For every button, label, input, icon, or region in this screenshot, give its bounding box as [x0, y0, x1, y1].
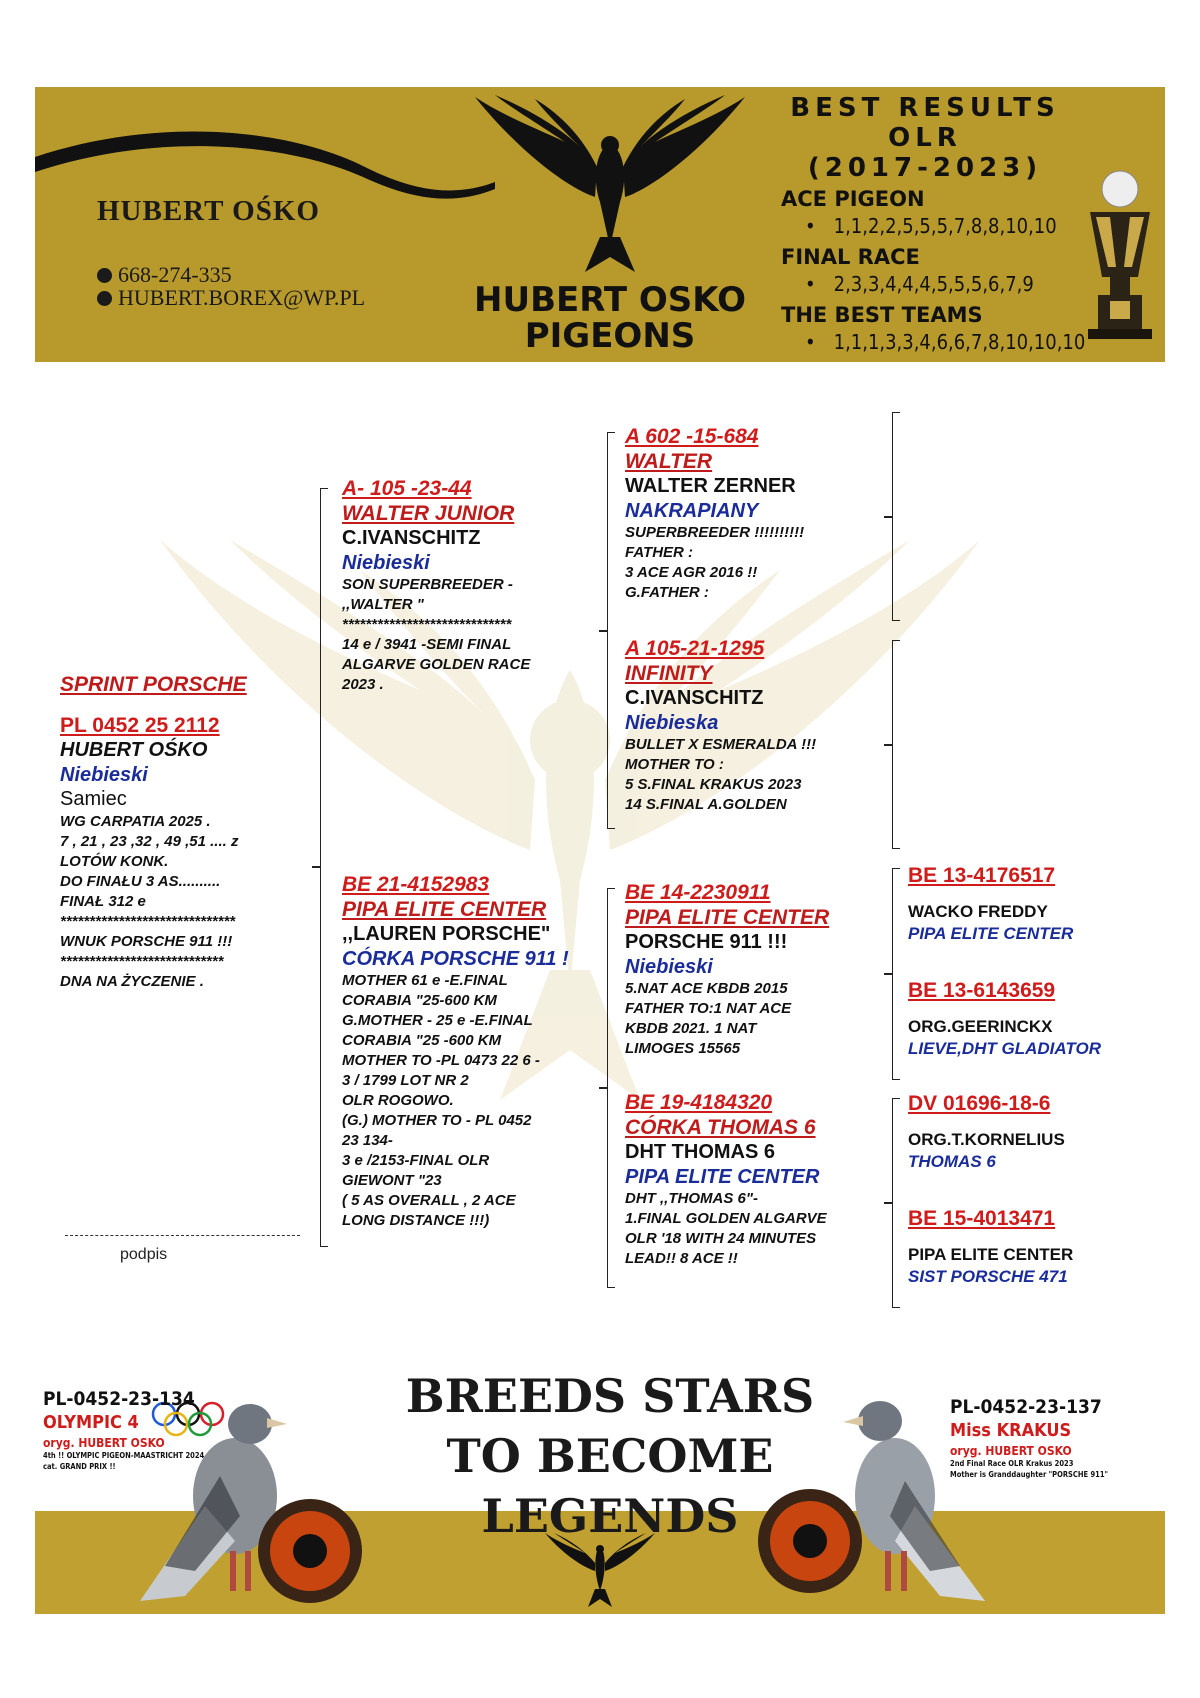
father-block [342, 476, 602, 695]
mm-ring: BE 19-4184320 [625, 1091, 773, 1114]
gg-block-3 [908, 1091, 1158, 1173]
gg-block-1 [908, 863, 1158, 945]
phone-text: 668-274-335 [118, 262, 232, 287]
trophy-icon [1080, 167, 1160, 342]
gg1-ring: BE 13-4176517 [908, 864, 1056, 887]
ff-color: NAKRAPIANY [625, 500, 759, 522]
ace-label: ACE PIGEON [781, 187, 925, 211]
teams-label: THE BEST TEAMS [781, 303, 983, 327]
mm-notes: DHT ,,THOMAS 6"- 1.FINAL GOLDEN ALGARVE OLR '18 WITH 24 MINUTES LEAD!! 8 ACE !! [625, 1190, 827, 1267]
logo-title [445, 282, 775, 354]
mf-notes: 5.NAT ACE KBDB 2015 FATHER TO:1 NAT ACE KBDB 2021. 1 NAT LIMOGES 15565 [625, 980, 792, 1057]
gg4-line1: PIPA ELITE CENTER [908, 1245, 1074, 1264]
gg-block-2 [908, 978, 1178, 1060]
father-name: WALTER JUNIOR [342, 502, 515, 525]
bracket-mm [892, 1098, 900, 1308]
father-color: Niebieski [342, 552, 430, 574]
results-years: (2017-2023) [807, 153, 1043, 183]
footer-banner [35, 1366, 1165, 1614]
mf-color: Niebieski [625, 956, 713, 978]
owner-name: HUBERT OŚKO [97, 195, 320, 227]
mother-notes: MOTHER 61 e -E.FINAL CORABIA "25-600 KM G.MOTHER - 25 e -E.FINAL CORABIA "25 -600 KM MOTHER TO -PL 0473 22 6 - 3 / 1799 LOT NR 2 OLR ROGOWO. (G.) MOTHER TO - PL 0452 23 134- 3 e /2153-FINAL OLR GIEWONT "23 ( 5 AS OVERALL , 2 ACE LONG DISTANCE !!!) [342, 972, 540, 1229]
gg4-ring: BE 15-4013471 [908, 1207, 1056, 1230]
left-pigeon-note2: cat. GRAND PRIX !! [43, 1462, 116, 1471]
slogan-line2: TO BECOME [446, 1429, 774, 1483]
bracket-mother [607, 888, 615, 1288]
fm-block [625, 636, 885, 815]
gg3-line2: THOMAS 6 [908, 1152, 996, 1171]
mm-block [625, 1090, 890, 1269]
ace-values: • 1,1,2,2,5,5,5,7,8,8,10,10 [805, 211, 1075, 241]
right-pigeon-note1: 2nd Final Race OLR Krakus 2023 [950, 1459, 1074, 1468]
bracket-mf [892, 868, 900, 1080]
subject-title: SPRINT PORSCHE [60, 673, 247, 696]
whatsapp-icon [97, 268, 112, 283]
logo-line2: PIGEONS [524, 316, 696, 356]
gg2-line1: ORG.GEERINCKX [908, 1017, 1053, 1036]
mm-name: CÓRKA THOMAS 6 [625, 1116, 816, 1139]
gg4-line2: SIST PORSCHE 471 [908, 1267, 1068, 1286]
logo-line1: HUBERT OSKO [474, 280, 746, 320]
email-text: HUBERT.BOREX@WP.PL [118, 285, 366, 310]
ff-block [625, 424, 885, 603]
subject-color: Niebieski [60, 764, 148, 786]
mf-block [625, 880, 885, 1059]
mail-icon [97, 291, 112, 306]
gg2-ring: BE 13-6143659 [908, 979, 1056, 1002]
fm-color: Niebieska [625, 712, 719, 734]
mf-name: PIPA ELITE CENTER [625, 906, 830, 929]
father-breeder: C.IVANSCHITZ [342, 527, 481, 549]
results-title: BEST RESULTS OLR [790, 93, 1060, 153]
fm-breeder: C.IVANSCHITZ [625, 687, 764, 709]
tick-subject [312, 866, 321, 868]
mother-breeder: ,,LAUREN PORSCHE" [342, 923, 551, 945]
eagle-logo-icon [455, 87, 765, 287]
right-pigeon-oryg: oryg. HUBERT OSKO [950, 1444, 1072, 1458]
mf-breeder: PORSCHE 911 !!! [625, 931, 788, 953]
mother-ring: BE 21-4152983 [342, 873, 490, 896]
subject-ring: PL 0452 25 2112 [60, 714, 220, 737]
best-results [775, 93, 1086, 357]
fm-notes: BULLET X ESMERALDA !!! MOTHER TO : 5 S.FINAL KRAKUS 2023 14 S.FINAL A.GOLDEN [625, 736, 817, 813]
right-pigeon-name: Miss KRAKUS [950, 1420, 1072, 1441]
signature-line [65, 1235, 300, 1236]
left-pigeon-ring: PL-0452-23-134 [43, 1388, 195, 1410]
bracket-father [607, 432, 615, 829]
bracket-ff [892, 412, 900, 621]
mother-name: PIPA ELITE CENTER [342, 898, 547, 921]
gg3-line1: ORG.T.KORNELIUS [908, 1130, 1065, 1149]
slogan [380, 1366, 840, 1546]
father-ring: A- 105 -23-44 [342, 477, 472, 500]
gg1-line2: PIPA ELITE CENTER [908, 924, 1074, 943]
email-contact [97, 285, 365, 311]
father-notes: SON SUPERBREEDER - ,,WALTER " ***************************** 14 e / 3941 -SEMI FINAL ALGARVE GOLDEN RACE 2023 . [342, 576, 531, 693]
left-pigeon-name: OLYMPIC 4 [43, 1412, 139, 1433]
signature-label: podpis [120, 1246, 168, 1263]
mother-block [342, 872, 607, 1231]
subject-breeder: HUBERT OŚKO [60, 739, 208, 761]
fm-name: INFINITY [625, 662, 713, 685]
teams-values: • 1,1,1,3,3,4,6,6,7,8,10,10,10 [805, 327, 1075, 357]
final-values: • 2,3,3,4,4,4,5,5,5,6,7,9 [805, 269, 1075, 299]
mm-breeder: DHT THOMAS 6 [625, 1141, 775, 1163]
right-pigeon-ring: PL-0452-23-137 [950, 1396, 1102, 1418]
gg1-line1: WACKO FREDDY [908, 902, 1048, 921]
slogan-line3: LEGENDS [481, 1489, 739, 1543]
subject-notes: WG CARPATIA 2025 . 7 , 21 , 23 ,32 , 49 ,51 .... z LOTÓW KONK. DO FINAŁU 3 AS.......... FINAŁ 312 e ****************************** WNUK PORSCHE 911 !!! **************************** DNA NA ŻYCZENIE . [60, 813, 239, 990]
gg3-ring: DV 01696-18-6 [908, 1092, 1051, 1115]
small-eagle-icon [540, 1531, 660, 1611]
slogan-line1: BREEDS STARS [405, 1369, 815, 1423]
left-pigeon-oryg: oryg. HUBERT OSKO [43, 1436, 165, 1450]
gg-block-4 [908, 1206, 1158, 1288]
right-pigeon-note2: Mother is Granddaughter "PORSCHE 911" [950, 1470, 1109, 1479]
tick-fm [884, 744, 893, 746]
gg2-line2: LIEVE,DHT GLADIATOR [908, 1039, 1101, 1058]
ff-breeder: WALTER ZERNER [625, 475, 796, 497]
left-pigeon-note1: 4th !! OLYMPIC PIGEON-MAASTRICHT 2024 [43, 1451, 205, 1460]
ff-name: WALTER [625, 450, 713, 473]
mother-color: CÓRKA PORSCHE 911 ! [342, 948, 569, 970]
ff-notes: SUPERBREEDER !!!!!!!!!! FATHER : 3 ACE AGR 2016 !! G.FATHER : [625, 524, 805, 601]
bracket-subject [320, 488, 328, 1247]
header-banner [35, 87, 1165, 362]
subject-block [60, 672, 310, 992]
tick-ff [884, 516, 893, 518]
mm-color: PIPA ELITE CENTER [625, 1166, 820, 1188]
tick-mf [884, 973, 893, 975]
subject-sex: Samiec [60, 788, 127, 810]
final-label: FINAL RACE [781, 245, 920, 269]
fm-ring: A 105-21-1295 [625, 637, 765, 660]
bracket-fm [892, 640, 900, 849]
ff-ring: A 602 -15-684 [625, 425, 759, 448]
mf-ring: BE 14-2230911 [625, 881, 771, 904]
